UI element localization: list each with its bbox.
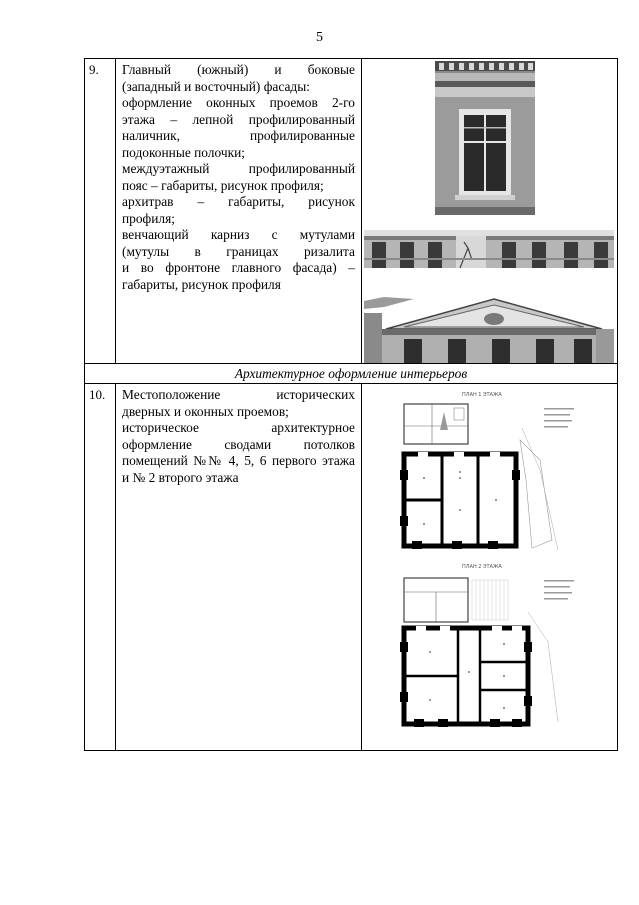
window-photo [435,61,535,215]
table-row-10 [85,384,618,751]
description-line: (мутулы в границах ризалита [122,243,355,259]
description-line: помещений №№ 4, 5, 6 первого этажа [122,453,355,468]
plans-cell [362,384,618,751]
facade-strip-photo [364,230,614,268]
description-line: дверных и оконных проемов; [122,403,289,419]
description-line: пояс – габариты, рисунок профиля; [122,177,324,193]
description-line: историческое архитектурное [122,420,355,435]
section-heading: Архитектурное оформление интерьеров [85,364,618,384]
pediment-photo [364,295,614,363]
description-line: Главный (южный) и боковые [122,62,355,77]
description-line: венчающий карниз с мутулами [122,227,355,242]
row-number: 10. [85,384,116,751]
description-line: и во фронтоне главного фасада) – [122,260,355,275]
table-row-9 [85,59,618,364]
page-number: 5 [316,30,323,45]
plan-1-title: ПЛАН 1 ЭТАЖА [462,392,502,398]
row-description [116,59,362,364]
description-line: и № 2 второго этажа [122,469,239,485]
document-table [84,58,618,751]
description-line: подоконные полочки; [122,144,245,160]
description-line: профиля; [122,210,175,226]
description-line: наличник, профилированные [122,128,355,143]
description-line: этажа – лепной профилированный [122,111,355,127]
description-line: Местоположение исторических [122,387,355,402]
description-line: оформление оконных проемов 2-го [122,95,355,110]
description-line: оформление сводами потолков [122,436,355,452]
plan-2-title: ПЛАН 2 ЭТАЖА [462,564,502,570]
description-line: габариты, рисунок профиля [122,276,281,292]
row-description [116,384,362,751]
description-line: (западный и восточный) фасады: [122,78,310,94]
description-line: междуэтажный профилированный [122,161,355,176]
floor-plan-2 [392,572,592,732]
floor-plan-1 [392,400,592,552]
photo-cell [362,59,618,364]
row-number: 9. [85,59,116,364]
description-line: архитрав – габариты, рисунок [122,194,355,209]
section-heading-row [85,364,618,384]
